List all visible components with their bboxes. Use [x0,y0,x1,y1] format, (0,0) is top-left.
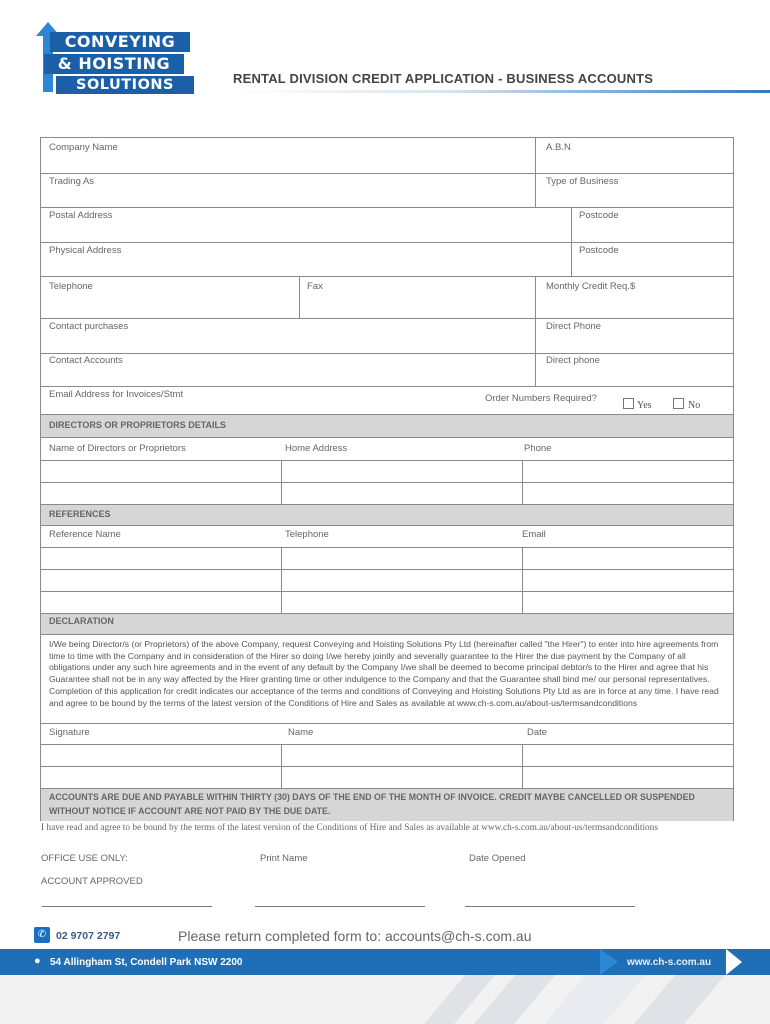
no-checkbox[interactable] [673,398,684,409]
trading-as-label: Trading As [49,176,95,187]
yes-checkbox[interactable] [623,398,634,409]
footer-decoration [0,975,770,1024]
declaration-date-label: Date [527,727,548,738]
location-pin-icon: ● [34,955,41,967]
postcode-label: Postcode [579,210,619,221]
email-invoices-label: Email Address for Invoices/Stmt [49,389,184,400]
order-numbers-label: Order Numbers Required? [485,393,597,404]
home-address-col: Home Address [285,443,348,454]
contact-purchases-label: Contact purchases [49,321,129,332]
company-name-label: Company Name [49,142,118,153]
direct-phone-label-2: Direct phone [546,355,600,366]
print-name-line[interactable] [255,906,425,907]
footer-website: www.ch-s.com.au [627,957,712,968]
directors-name-col: Name of Directors or Proprietors [49,443,186,454]
reference-email-col: Email [522,529,546,540]
telephone-label: Telephone [49,281,93,292]
office-use-label: OFFICE USE ONLY: [41,853,128,864]
approved-signature-line[interactable] [42,906,212,907]
directors-heading: DIRECTORS OR PROPRIETORS DETAILS [49,420,227,430]
no-label: No [688,400,701,411]
phone-icon: ✆ [34,927,50,943]
credit-application-form [40,137,734,821]
references-heading: REFERENCES [49,509,111,519]
monthly-credit-label: Monthly Credit Req.$ [546,281,636,292]
fax-label: Fax [307,281,323,292]
logo-line-3: SOLUTIONS [56,76,194,94]
date-opened-line[interactable] [465,906,635,907]
postcode-label-2: Postcode [579,245,619,256]
yes-label: Yes [637,400,652,411]
footer-arrow-decoration-2 [726,949,742,975]
reference-telephone-col: Telephone [285,529,329,540]
logo-line-1: CONVEYING [50,32,190,52]
physical-address-label: Physical Address [49,245,122,256]
declaration-band [41,613,733,634]
footer-arrow-decoration [600,949,618,975]
document-title: RENTAL DIVISION CREDIT APPLICATION - BUSINESS ACCOUNTS [233,71,654,86]
payment-notice: ACCOUNTS ARE DUE AND PAYABLE WITHIN THIRTY (30) DAYS OF THE END OF THE MONTH OF INVOICE. CREDIT MAYBE CANCELLED OR SUSPENDED WITHOUT NOTICE IF ACCOUNT ARE NOT PAID BY THE DUE DATE. [49,792,695,816]
postal-address-label: Postal Address [49,210,113,221]
acknowledgement-text: I have read and agree to be bound by the terms of the latest version of the Conditions of Hire and Sales as available at www.ch-s.com.au/about-us/termsandconditions [41,823,658,833]
contact-accounts-label: Contact Accounts [49,355,123,366]
account-approved-label: ACCOUNT APPROVED [41,876,143,887]
type-of-business-label: Type of Business [546,176,619,187]
declaration-heading: DECLARATION [49,616,114,626]
print-name-label: Print Name [260,853,308,864]
phone-number: 02 9707 2797 [56,930,121,942]
declaration-text: I/We being Director/s (or Proprietors) of the above Company, request Conveying and Hoisting Solutions Pty Ltd (hereinafter called "the Hirer") to enter into hire agreements from time to time with the Company and in consideration of the Hirer so doing I/we hereby jointly and severally guarantee to the Hirer the due payment by the Company of all obligations under any such hire agreements and in the event of any default by the Company I/we shall be deemed to become principal debtor/s to the Hirer and agree that his Guarantee shall not be in any way affected by the Hirer granting time or other indulgence to the Company and that the Guarantee shall bind me/ our personal representatives. Completion of this application for credit indicates our acceptance of the terms and conditions of Conveying and Hoisting Solutions Pty Ltd as are in force at any time. I have read and agree to be bound by the terms of the latest version of the Conditions of Hire and Sales as available at www.ch-s.com.au/about-us/termsandconditions [49,639,719,708]
date-opened-label: Date Opened [469,853,526,864]
phone-col: Phone [524,443,552,454]
references-band [41,504,733,525]
abn-label: A.B.N [546,142,571,153]
declaration-name-label: Name [288,727,314,738]
company-logo [36,22,196,100]
return-instructions: Please return completed form to: accounts@ch-s.com.au [178,928,532,944]
title-rule [233,90,770,93]
direct-phone-label: Direct Phone [546,321,601,332]
footer-address: 54 Allingham St, Condell Park NSW 2200 [50,957,243,968]
reference-name-col: Reference Name [49,529,121,540]
signature-label: Signature [49,727,90,738]
logo-line-2: & HOISTING [44,54,184,74]
